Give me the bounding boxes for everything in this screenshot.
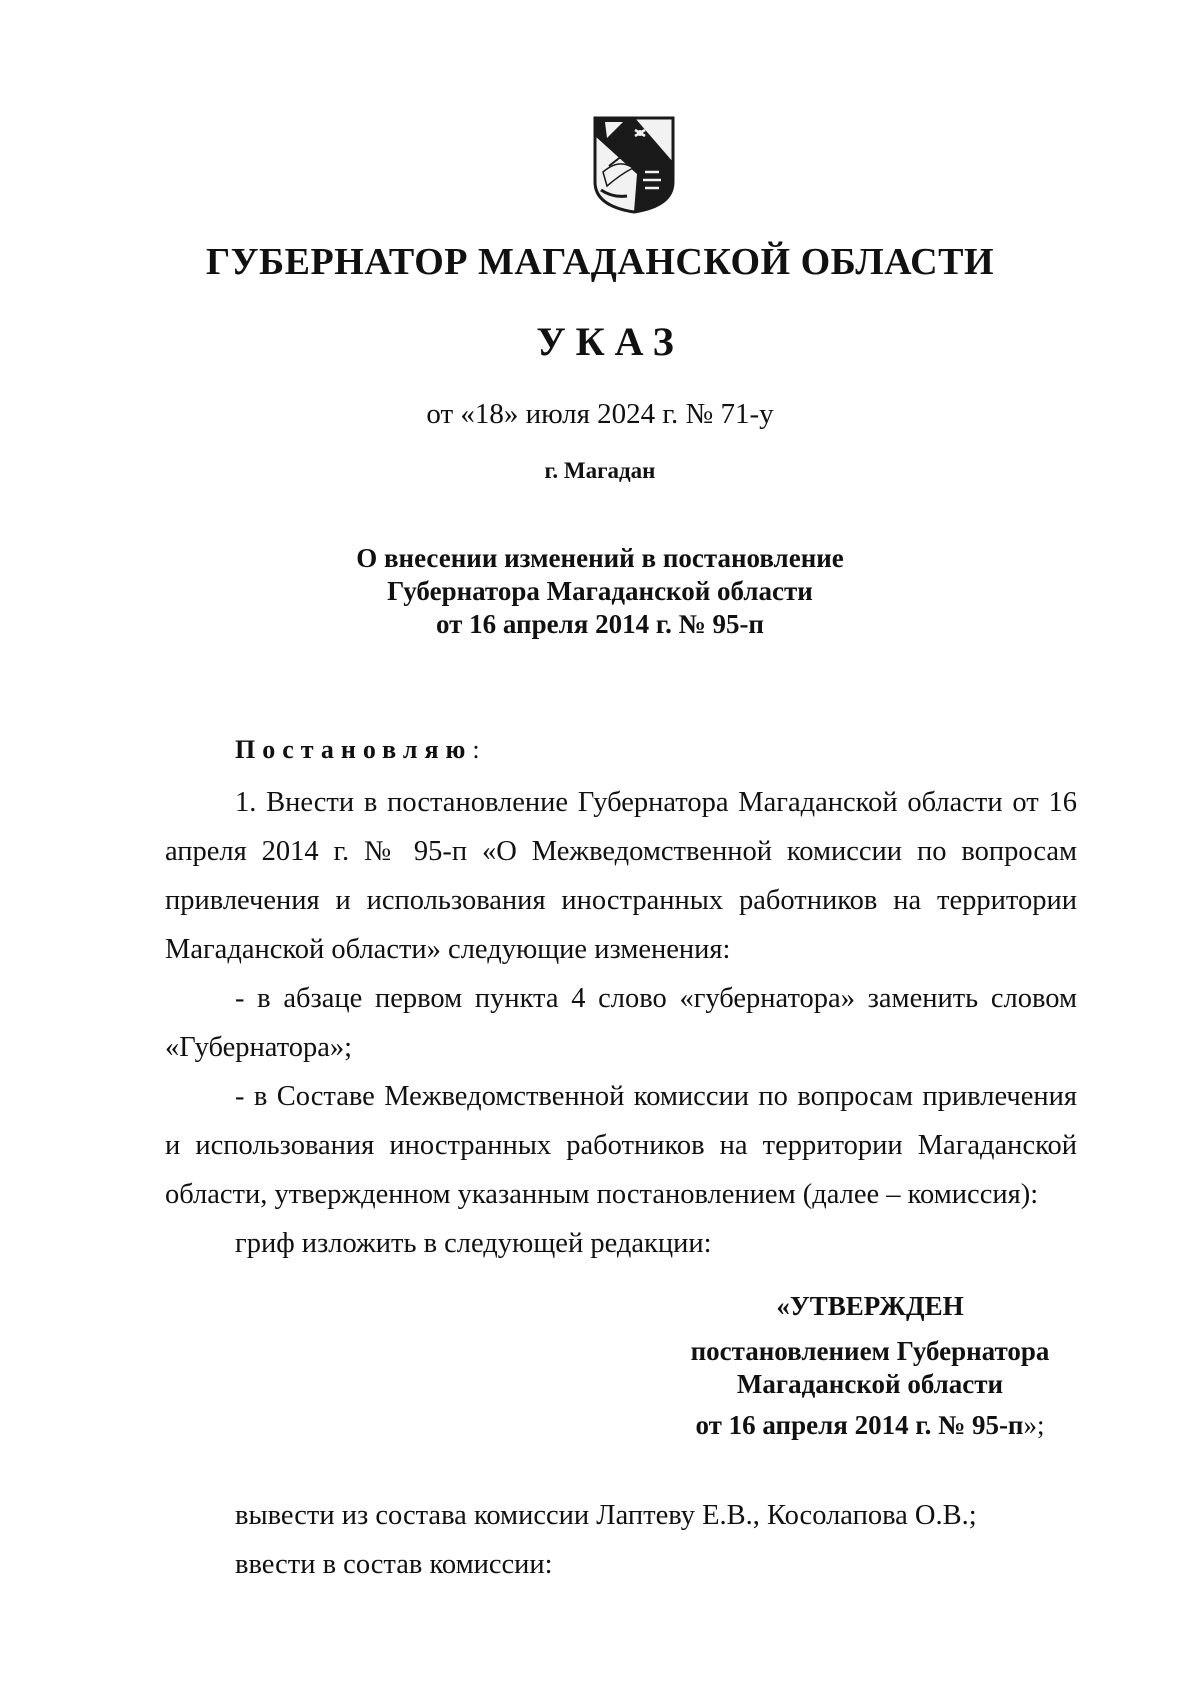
- approval-stamp-tail: »;: [1023, 1410, 1045, 1440]
- approval-stamp-line: Магаданской области: [736, 1369, 1004, 1399]
- approval-stamp-block: [660, 1335, 1080, 1401]
- approval-stamp-line: постановлением Губернатора: [690, 1336, 1050, 1366]
- body-paragraph: - в Составе Межведомственной комиссии по вопросам привлечения и использования иностранных работников на территории Магаданской области, утвержденном указанным постановлением (далее – комиссия):: [165, 1081, 1077, 1210]
- decree-colon: :: [472, 735, 480, 764]
- document-date-number: от «18» июля 2024 г. № 71-у: [426, 398, 774, 430]
- body-paragraph: - в абзаце первом пункта 4 слово «губернатора» заменить словом «Губернатора»;: [165, 983, 1077, 1063]
- decree-heading: [235, 735, 480, 765]
- document-city: г. Магадан: [544, 458, 656, 483]
- document-title-line: О внесении изменений в постановление: [356, 543, 844, 573]
- body-paragraph: ввести в состав комиссии:: [235, 1549, 553, 1580]
- decree-word: Постановляю: [235, 735, 473, 764]
- issuing-authority: ГУБЕРНАТОР МАГАДАНСКОЙ ОБЛАСТИ: [205, 241, 995, 283]
- approval-stamp-date: [660, 1409, 1080, 1442]
- document-title-line: от 16 апреля 2014 г. № 95-п: [435, 609, 764, 639]
- approval-stamp-line: от 16 апреля 2014 г. № 95-п: [695, 1410, 1024, 1440]
- approval-stamp-line: «УТВЕРЖДЕН: [776, 1291, 964, 1321]
- document-title: [0, 542, 1200, 641]
- document-title-line: Губернатора Магаданской области: [387, 576, 813, 606]
- coat-of-arms-icon: [593, 116, 675, 214]
- body-paragraph: гриф изложить в следующей редакции:: [235, 1228, 712, 1259]
- document-type: УКАЗ: [536, 319, 684, 364]
- body-paragraph: 1. Внести в постановление Губернатора Магаданской области от 16 апреля 2014 г. № 95-п «О Межведомственной комиссии по вопросам привлечения и использования иностранных работников на территории Магаданской области» следующие изменения:: [165, 787, 1077, 965]
- body-paragraph: вывести из состава комиссии Лаптеву Е.В., Косолапова О.В.;: [235, 1500, 977, 1531]
